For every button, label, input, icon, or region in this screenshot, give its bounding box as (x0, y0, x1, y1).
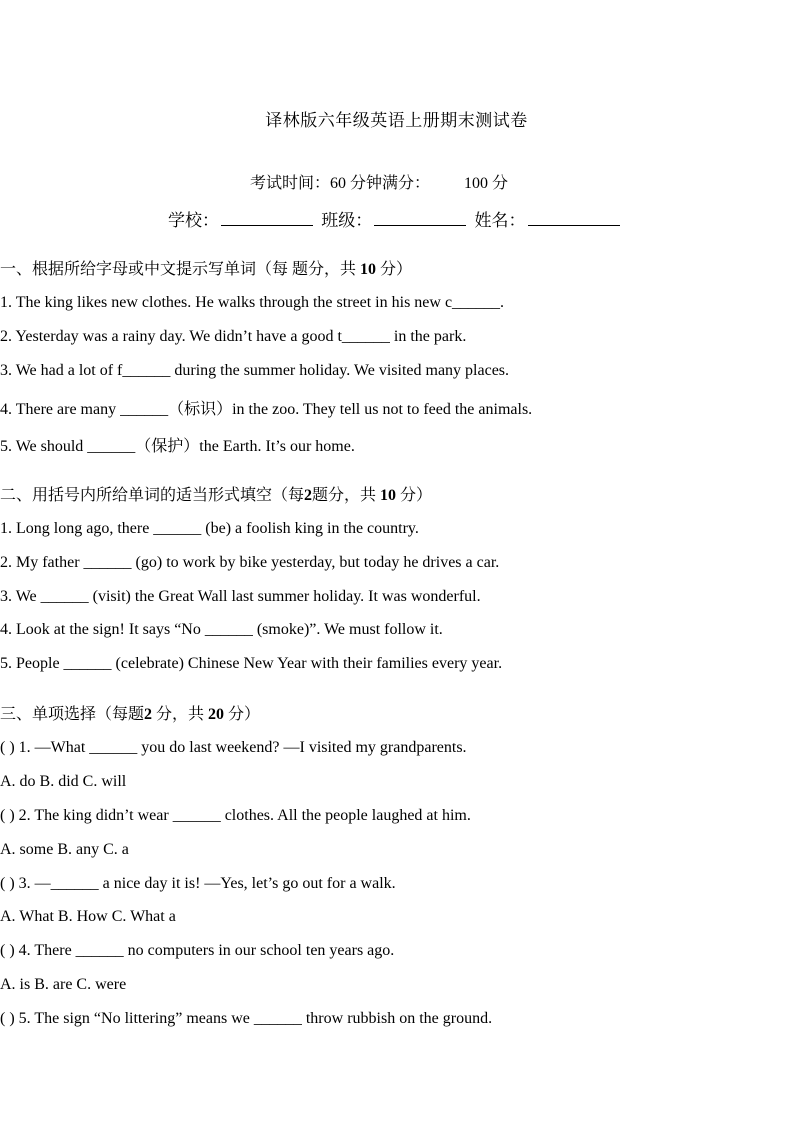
section-1-question-1: 1. The king likes new clothes. He walks through the street in his new c______. (0, 294, 505, 311)
section-1-question-4: 4. There are many ______（标识）in the zoo. They tell us not to feed the animals. (0, 401, 533, 418)
class-blank[interactable] (374, 211, 466, 226)
section-1-question-3: 3. We had a lot of f______ during the summer holiday. We visited many places. (0, 362, 510, 379)
section-2-heading-prefix: 二、用括号内所给单词的适当形式填空（每 (0, 487, 305, 504)
section-2-heading (0, 482, 432, 505)
exam-time-label: 考试时间：60 分钟满分： (250, 175, 431, 192)
section-2-heading-suffix: 分） (400, 487, 433, 504)
section-3-question-4-stem: ( ) 4. There ______ no computers in our school ten years ago. (0, 942, 395, 959)
school-blank[interactable] (221, 211, 313, 226)
section-1-points: 10 (360, 261, 377, 278)
section-3-heading-mid: 分，共 (156, 706, 205, 723)
section-3-question-3-stem: ( ) 3. —______ a nice day it is! —Yes, let’s go out for a walk. (0, 875, 396, 892)
section-2-question-1: 1. Long long ago, there ______ (be) a foolish king in the country. (0, 520, 419, 537)
section-3-points: 20 (208, 706, 225, 723)
section-3-heading-suffix: 分） (228, 706, 261, 723)
school-label: 学校： (168, 211, 219, 230)
section-3-question-5-stem: ( ) 5. The sign “No littering” means we ______ throw rubbish on the ground. (0, 1010, 493, 1027)
class-label: 班级： (321, 211, 373, 230)
section-3-question-1-stem: ( ) 1. —What ______ you do last weekend? —I visited my grandparents. (0, 739, 467, 756)
section-1-heading-prefix: 一、根据所给字母或中文提示写单词（每 题分，共 (0, 261, 357, 278)
student-info-line (168, 206, 624, 231)
section-3-per-question: 2 (144, 706, 153, 723)
name-label: 姓名： (474, 211, 526, 230)
exam-title: 译林版六年级英语上册期末测试卷 (265, 111, 528, 130)
section-2-question-2: 2. My father ______ (go) to work by bike yesterday, but today he drives a car. (0, 554, 500, 571)
section-3-question-4-options: A. is B. are C. were (0, 976, 127, 993)
section-2-heading-mid: 题分，共 (312, 487, 377, 504)
section-3-question-2-options: A. some B. any C. a (0, 841, 129, 858)
section-2-per-question: 2 (304, 487, 313, 504)
section-1-question-2: 2. Yesterday was a rainy day. We didn’t have a good t______ in the park. (0, 328, 467, 345)
section-3-question-2-stem: ( ) 2. The king didn’t wear ______ clothes. All the people laughed at him. (0, 807, 471, 824)
section-2-question-3: 3. We ______ (visit) the Great Wall last summer holiday. It was wonderful. (0, 588, 481, 605)
section-1-heading-suffix: 分） (380, 261, 413, 278)
section-1-question-5: 5. We should ______（保护）the Earth. It’s our home. (0, 438, 355, 455)
section-3-heading (0, 701, 260, 724)
section-3-question-3-options: A. What B. How C. What a (0, 908, 176, 925)
section-2-points: 10 (380, 487, 397, 504)
exam-time-line (250, 170, 508, 193)
section-2-question-5: 5. People ______ (celebrate) Chinese New Year with their families every year. (0, 655, 503, 672)
section-3-heading-prefix: 三、单项选择（每题 (0, 706, 145, 723)
full-score: 100 分 (464, 175, 509, 192)
section-3-question-1-options: A. do B. did C. will (0, 773, 127, 790)
name-blank[interactable] (528, 211, 620, 226)
section-2-question-4: 4. Look at the sign! It says “No ______ (smoke)”. We must follow it. (0, 621, 443, 638)
section-1-heading (0, 256, 412, 279)
